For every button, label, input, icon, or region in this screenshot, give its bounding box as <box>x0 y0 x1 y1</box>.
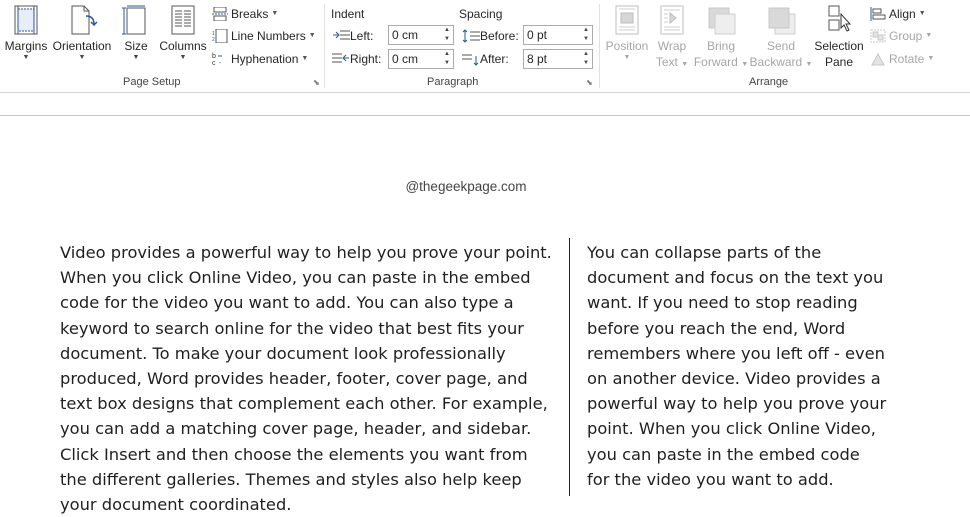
bring-forward-button[interactable] <box>693 2 749 73</box>
spin-down-icon[interactable]: ▼ <box>583 60 589 66</box>
group-divider <box>324 4 325 88</box>
column-1-text[interactable]: Video provides a powerful way to help you prove your point. When you click Online Video, you can paste in the embed code for the video you want to add. You can also type a keyword to search online for the video that best fits your document. To make your document look professionally produced, Word provides header, footer, cover page, and text box designs that complement each other. For example, you can add a matching cover page, header, and sidebar. Click Insert and then choose the elements you want from the different galleries. Themes and styles also help keep your document coordinated. <box>60 243 552 515</box>
selection-pane-icon <box>823 4 855 36</box>
indent-right-input[interactable] <box>389 52 442 66</box>
spin-up-icon[interactable]: ▲ <box>583 51 589 57</box>
spacing-before-input[interactable] <box>524 28 577 42</box>
indent-header: Indent <box>331 7 365 21</box>
rotate-button[interactable] <box>870 49 934 69</box>
bring-forward-label-2-row <box>693 54 749 73</box>
wrap-text-label-2: Text <box>655 55 678 69</box>
spacing-after-label-group <box>462 49 509 69</box>
position-button[interactable] <box>603 2 651 62</box>
chevron-down-icon: ▼ <box>132 54 140 61</box>
spacing-before-label: Before: <box>480 29 519 43</box>
group-divider <box>599 4 600 88</box>
selection-pane-label-2: Pane <box>824 55 854 69</box>
group-icon <box>870 29 886 43</box>
spacing-before-icon <box>462 29 480 43</box>
send-backward-button[interactable] <box>749 2 813 73</box>
send-backward-icon <box>765 4 797 36</box>
indent-left-label-group <box>332 26 373 46</box>
size-button[interactable] <box>118 2 154 62</box>
group-button[interactable] <box>870 26 932 46</box>
chevron-down-icon: ▼ <box>301 55 309 62</box>
chevron-down-icon: ▼ <box>308 32 316 39</box>
svg-text:2: 2 <box>212 37 215 43</box>
breaks-button[interactable] <box>212 4 278 24</box>
svg-text:1: 1 <box>212 31 215 37</box>
indent-right-spinner[interactable] <box>388 49 454 69</box>
position-label: Position <box>605 39 649 53</box>
columns-icon <box>167 4 199 36</box>
chevron-down-icon: ▼ <box>805 61 813 68</box>
orientation-label: Orientation <box>52 39 112 53</box>
indent-right-label: Right: <box>350 52 382 66</box>
send-backward-label-2: Backward <box>749 55 803 69</box>
page-setup-group-label: Page Setup <box>123 76 181 88</box>
size-label: Size <box>124 39 148 53</box>
ribbon <box>0 0 970 93</box>
chevron-down-icon: ▼ <box>271 10 279 17</box>
spin-up-icon[interactable]: ▲ <box>583 27 589 33</box>
hyphenation-icon <box>212 52 228 66</box>
svg-text:c: c <box>212 60 216 66</box>
spinner-arrows[interactable] <box>580 26 592 44</box>
chevron-down-icon: ▼ <box>179 54 187 61</box>
margins-label: Margins <box>4 39 48 53</box>
selection-pane-button[interactable] <box>813 2 865 70</box>
spin-down-icon[interactable]: ▼ <box>583 36 589 42</box>
column-2-text[interactable]: You can collapse parts of the document and focus on the text you want. If you need to stop reading before you reach the end, Word remembers where you left off - even on another device. Video provides a powerful way to help you prove your point. When you click Online Video, you can paste in the embed code for the video you want to add. <box>587 243 887 489</box>
line-numbers-icon <box>212 29 228 43</box>
document-page[interactable] <box>0 116 970 515</box>
size-icon <box>120 4 152 36</box>
breaks-label: Breaks <box>231 7 269 21</box>
page-setup-launcher-icon[interactable]: ⬊ <box>313 78 320 87</box>
svg-text:b: b <box>212 53 216 60</box>
orientation-icon <box>66 4 98 36</box>
rotate-label: Rotate <box>889 52 925 66</box>
chevron-down-icon: ▼ <box>681 61 689 68</box>
spacing-after-spinner[interactable] <box>523 49 593 69</box>
spin-up-icon[interactable]: ▲ <box>444 51 450 57</box>
paragraph-group-label: Paragraph <box>427 76 479 88</box>
align-icon <box>870 7 886 21</box>
columns-button[interactable] <box>157 2 209 62</box>
indent-left-input[interactable] <box>389 28 442 42</box>
align-button[interactable] <box>870 4 926 24</box>
position-icon <box>611 4 643 36</box>
spacing-header: Spacing <box>459 7 503 21</box>
chevron-down-icon: ▼ <box>623 54 631 61</box>
wrap-text-icon <box>656 4 688 36</box>
chevron-down-icon: ▼ <box>741 61 749 68</box>
indent-right-icon <box>332 52 350 66</box>
margins-icon <box>10 4 42 36</box>
chevron-down-icon: ▼ <box>918 10 926 17</box>
wrap-text-button[interactable] <box>651 2 693 73</box>
chevron-down-icon: ▼ <box>78 54 86 61</box>
arrange-group-label: Arrange <box>749 76 789 88</box>
column-divider-line <box>569 238 570 496</box>
spacing-before-label-group <box>462 26 519 46</box>
bring-forward-label-2: Forward <box>693 55 738 69</box>
rotate-icon <box>870 52 886 66</box>
spinner-arrows[interactable] <box>441 50 453 68</box>
bring-forward-icon <box>705 4 737 36</box>
send-backward-label-2-row <box>749 54 813 73</box>
spacing-before-spinner[interactable] <box>523 25 593 45</box>
line-numbers-label: Line Numbers <box>231 29 306 43</box>
ribbon-bottom-area <box>0 93 970 116</box>
margins-button[interactable] <box>3 2 49 62</box>
chevron-down-icon: ▼ <box>22 54 30 61</box>
spin-up-icon[interactable]: ▲ <box>444 27 450 33</box>
spacing-after-label: After: <box>480 52 509 66</box>
chevron-down-icon: ▼ <box>927 55 935 62</box>
indent-left-spinner[interactable] <box>388 25 454 45</box>
wrap-text-label-2-row <box>651 54 693 73</box>
align-label: Align <box>889 7 916 21</box>
line-numbers-button[interactable] <box>212 26 316 46</box>
hyphenation-button[interactable] <box>212 49 308 69</box>
spinner-arrows[interactable] <box>441 26 453 44</box>
spin-down-icon[interactable]: ▼ <box>444 36 450 42</box>
wrap-text-label-1: Wrap <box>657 39 687 53</box>
indent-right-label-group <box>332 49 381 69</box>
selection-pane-label-1: Selection <box>814 39 864 53</box>
orientation-button[interactable] <box>50 2 114 62</box>
indent-left-icon <box>332 29 350 43</box>
spinner-arrows[interactable] <box>580 50 592 68</box>
breaks-icon <box>212 7 228 21</box>
paragraph-launcher-icon[interactable]: ⬊ <box>586 78 593 87</box>
columns-label: Columns <box>159 39 207 53</box>
spacing-after-icon <box>462 52 480 66</box>
group-label: Group <box>889 29 923 43</box>
spin-down-icon[interactable]: ▼ <box>444 60 450 66</box>
send-backward-label-1: Send <box>766 39 796 53</box>
indent-left-label: Left: <box>350 29 374 43</box>
chevron-down-icon: ▼ <box>925 32 933 39</box>
page-header[interactable]: @thegeekpage.com <box>405 179 527 194</box>
bring-forward-label-1: Bring <box>706 39 735 53</box>
hyphenation-label: Hyphenation <box>231 52 299 66</box>
svg-text:-: - <box>219 60 222 66</box>
spacing-after-input[interactable] <box>524 52 577 66</box>
